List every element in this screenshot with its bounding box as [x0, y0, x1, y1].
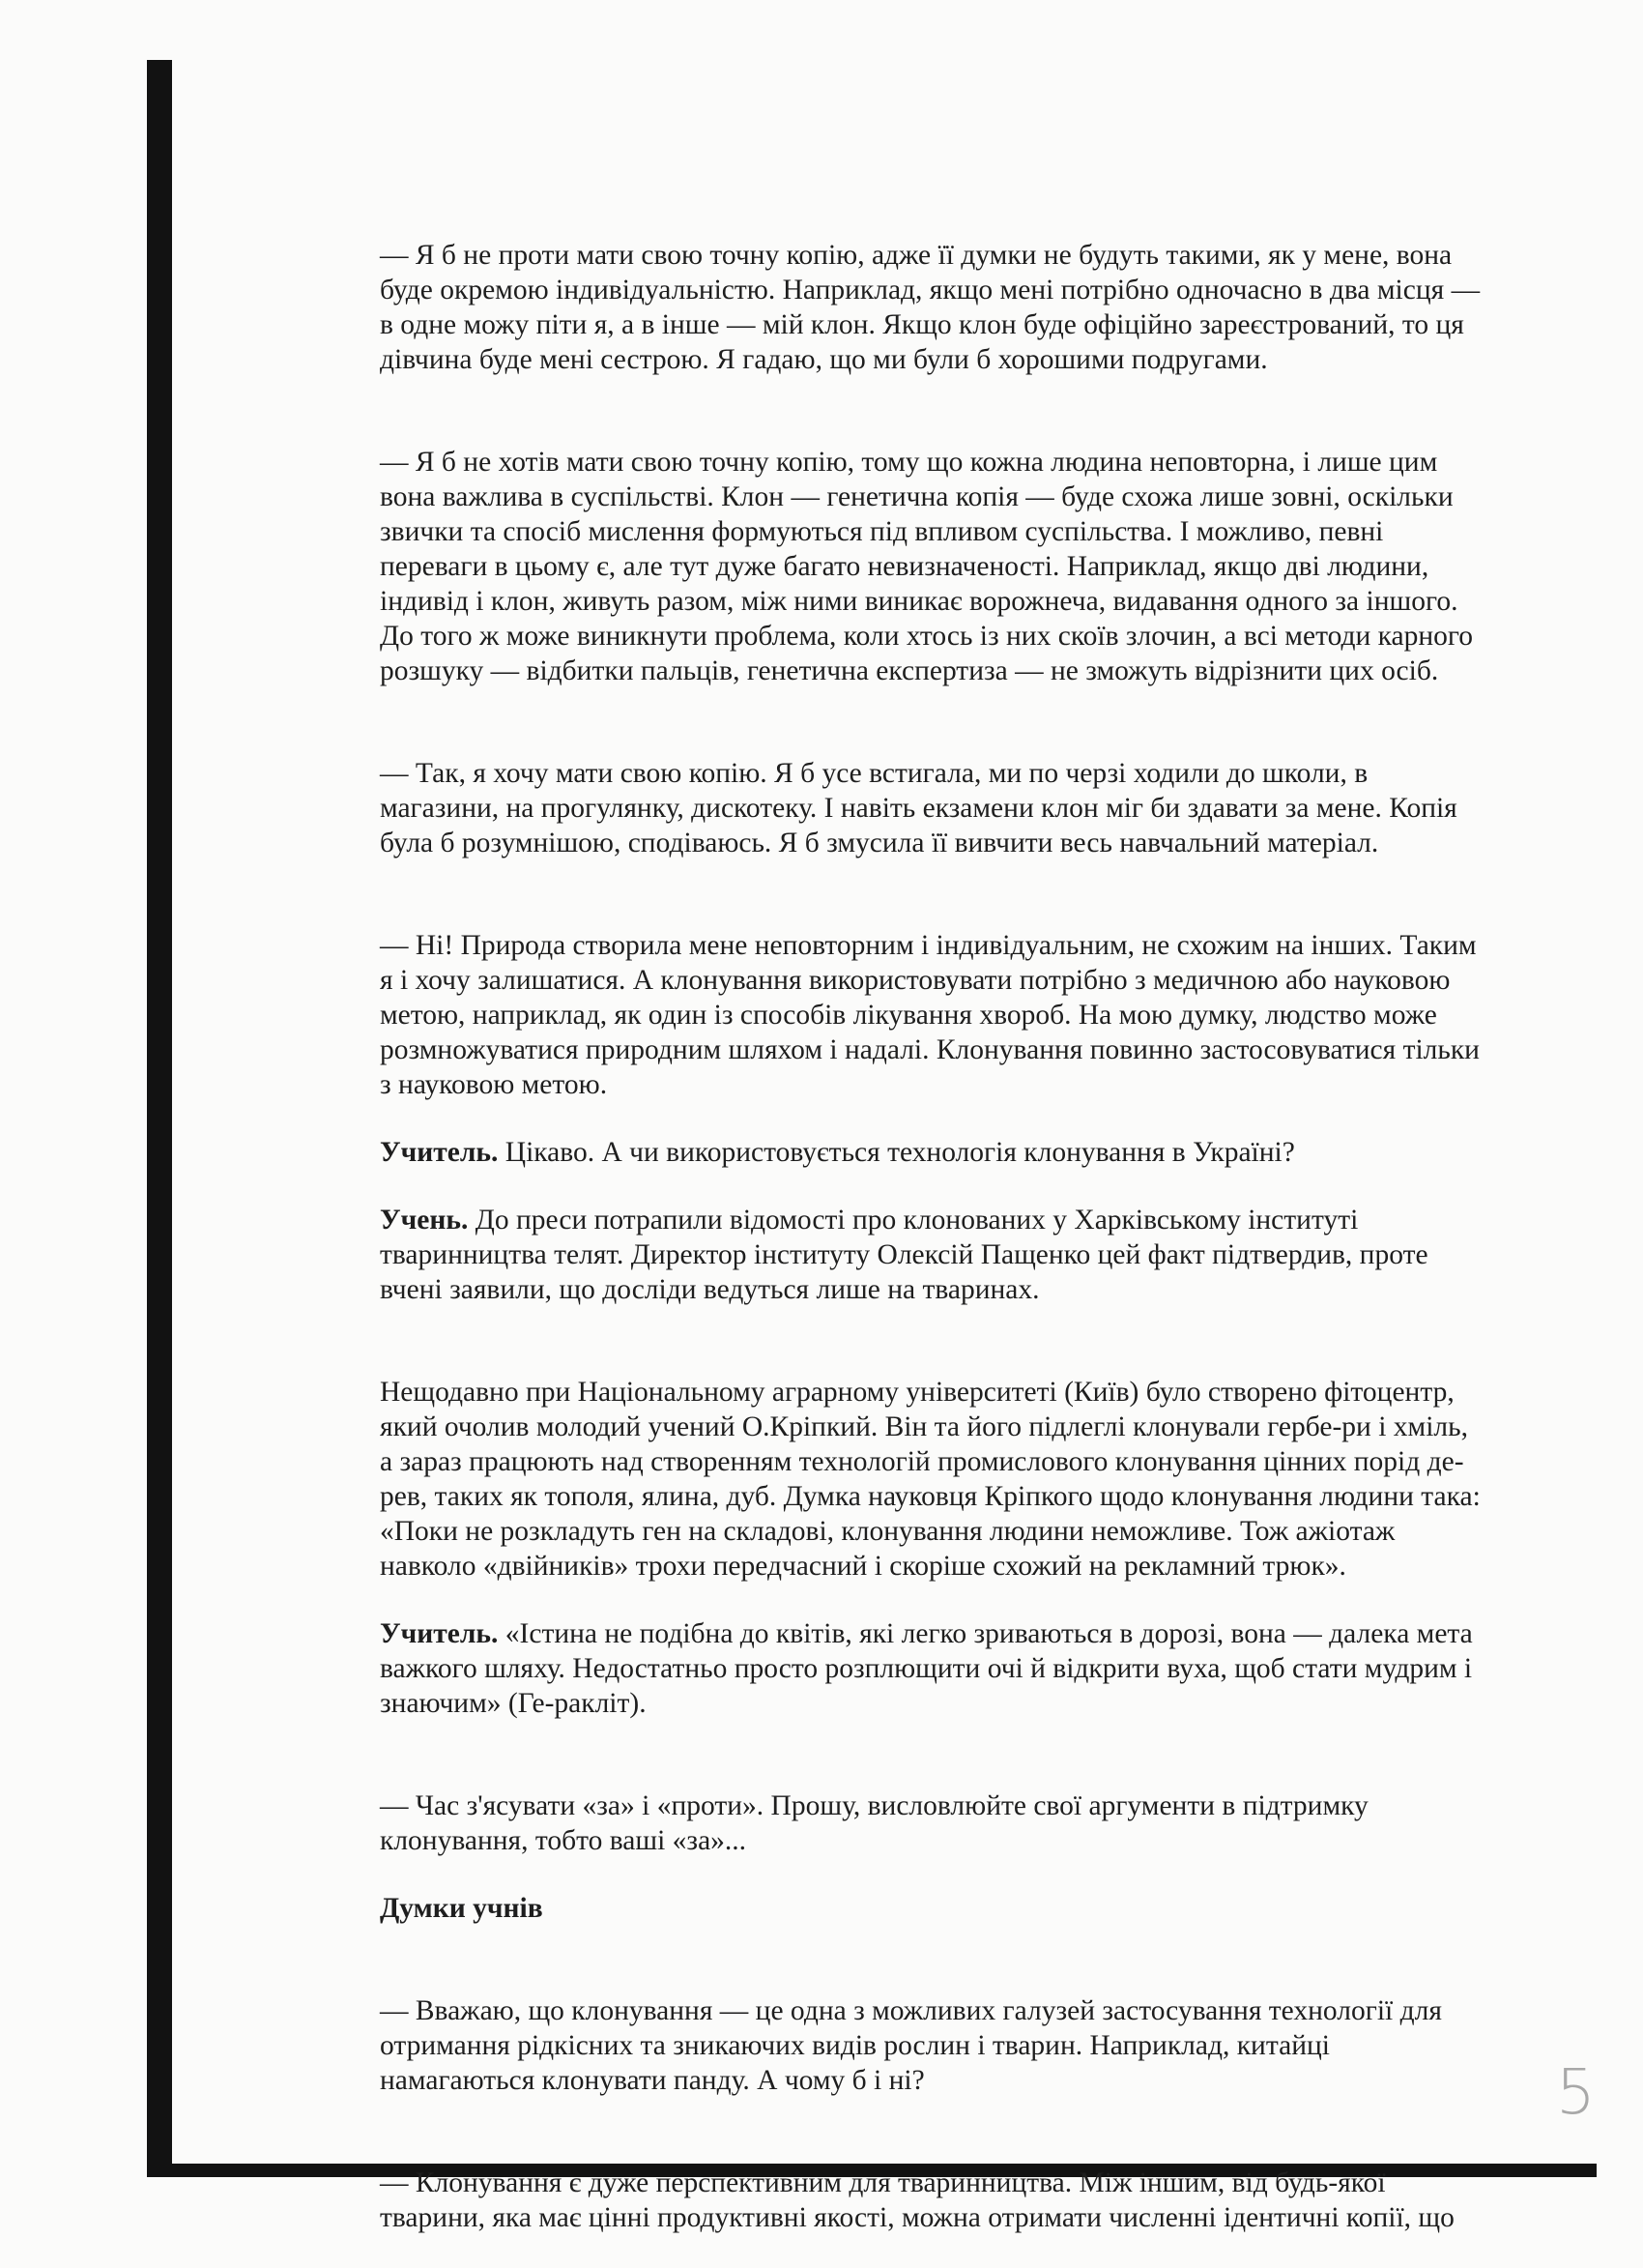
paragraph [380, 1754, 1578, 1858]
page-number: 5 [1556, 2057, 1596, 2129]
paragraph [380, 1959, 1578, 2098]
speaker-label: Учитель. [380, 1137, 499, 1168]
paragraph [380, 203, 1578, 377]
paragraph [380, 893, 1578, 1102]
paragraph-text: — Я б не проти мати свою точну копію, адже її думки не будуть такими, як у мене, вона буде окремою індивідуальністю. Наприклад, якщо мені потрібно одночасно в два місця — в одне можу піти я, а в інше — мій клон. Якщо клон буде офіційно зареєстрований, то ця дівчина буде мені сестрою. Я гадаю, що ми були б хорошими подругами. [380, 240, 1481, 375]
paragraph [380, 721, 1578, 860]
scan-edge-left [147, 60, 172, 2175]
paragraph-text: — Клонування є дуже перспективним для тваринництва. Між іншим, від будь-якої тварини, яка має цінні продуктивні якості, можна отримати численні ідентичні копії, що [380, 2167, 1455, 2233]
paragraph-text: До преси потрапили відомості про клонованих у Харківському інституті тваринництва телят. Директор інституту Олексій Пащенко цей факт підтвердив, проте вчені заявили, що досліди ведуться лише на тваринах. [380, 1205, 1428, 1305]
paragraph-text: — Я б не хотів мати свою точну копію, тому що кожна людина неповторна, і лише цим вона важлива в суспільстві. Клон — генетична копія — буде схожа лише зовні, оскільки звички та спосіб мислення формуються під впливом суспільства. І можливо, певні переваги в цьому є, але тут дуже багато невизначеності. Наприклад, якщо дві людини, індивід і клон, живуть разом, між ними виникає ворожнеча, видавання одного за іншого. До того ж може виникнути проблема, коли хтось із них скоїв злочин, а всі методи карного розшуку — відбитки пальців, генетична експертиза — не зможуть відрізнити цих осіб. [380, 447, 1474, 686]
paragraph [380, 1616, 1578, 1721]
paragraph-text: — Вважаю, що клонування — це одна з можливих галузей застосування технології для отримання рідкісних та зникаючих видів рослин і тварин. Наприклад, китайці намагаються клонувати панду. А чому б і ні? [380, 1995, 1442, 2096]
document-body [380, 203, 1578, 2268]
paragraph-text: Цікаво. А чи використовується технологія клонування в Україні? [498, 1137, 1295, 1168]
paragraph-text: Нещодавно при Національному аграрному університеті (Київ) було створено фітоцентр, який очолив молодий учений О.Кріпкий. Він та його підлеглі клонували гербе-ри і хміль, а зараз працюють над створенням технологій промислового клонування цінних порід де- рев, таких як тополя, ялина, дуб. Думка науковця Кріпкого щодо клонування людини така: «Поки не розкладуть ген на складові, клонування людини неможливе. Тож ажіотаж навколо «двійників» трохи передчасний і скоріше схожий на рекламний трюк». [380, 1377, 1481, 1582]
paragraph [380, 2131, 1578, 2235]
paragraph [380, 410, 1578, 688]
paragraph [380, 1135, 1578, 1170]
speaker-label: Учитель. [380, 1618, 499, 1649]
section-heading: Думки учнів [380, 1893, 543, 1924]
paragraph-text: — Так, я хочу мати свою копію. Я б усе встигала, ми по черзі ходили до школи, в магазини, на прогулянку, дискотеку. І навіть екзамени клон міг би здавати за мене. Копія була б розумнішою, сподіваюсь. Я б змусила її вивчити весь навчальний матеріал. [380, 758, 1457, 858]
paragraph [380, 1203, 1578, 1307]
paragraph-text: — Час з'ясувати «за» і «проти». Прошу, висловлюйте свої аргументи в підтримку клонування, тобто ваші «за»... [380, 1790, 1369, 1856]
speaker-label: Учень. [380, 1205, 469, 1236]
paragraph-text: «Істина не подібна до квітів, які легко зриваються в дорозі, вона — далека мета важкого шляху. Недостатньо просто розплющити очі й відкрити вуха, щоб стати мудрим і знаючим» (Ге-ракліт). [380, 1618, 1473, 1719]
paragraph-text: — Ні! Природа створила мене неповторним і індивідуальним, не схожим на інших. Таким я і хочу залишатися. А клонування використовувати потрібно з медичною або науковою метою, наприклад, як один із способів лікування хвороб. На мою думку, людство може розмножуватися природним шляхом і надалі. Клонування повинно застосовуватися тільки з науковою метою. [380, 930, 1480, 1100]
paragraph [380, 1340, 1578, 1584]
